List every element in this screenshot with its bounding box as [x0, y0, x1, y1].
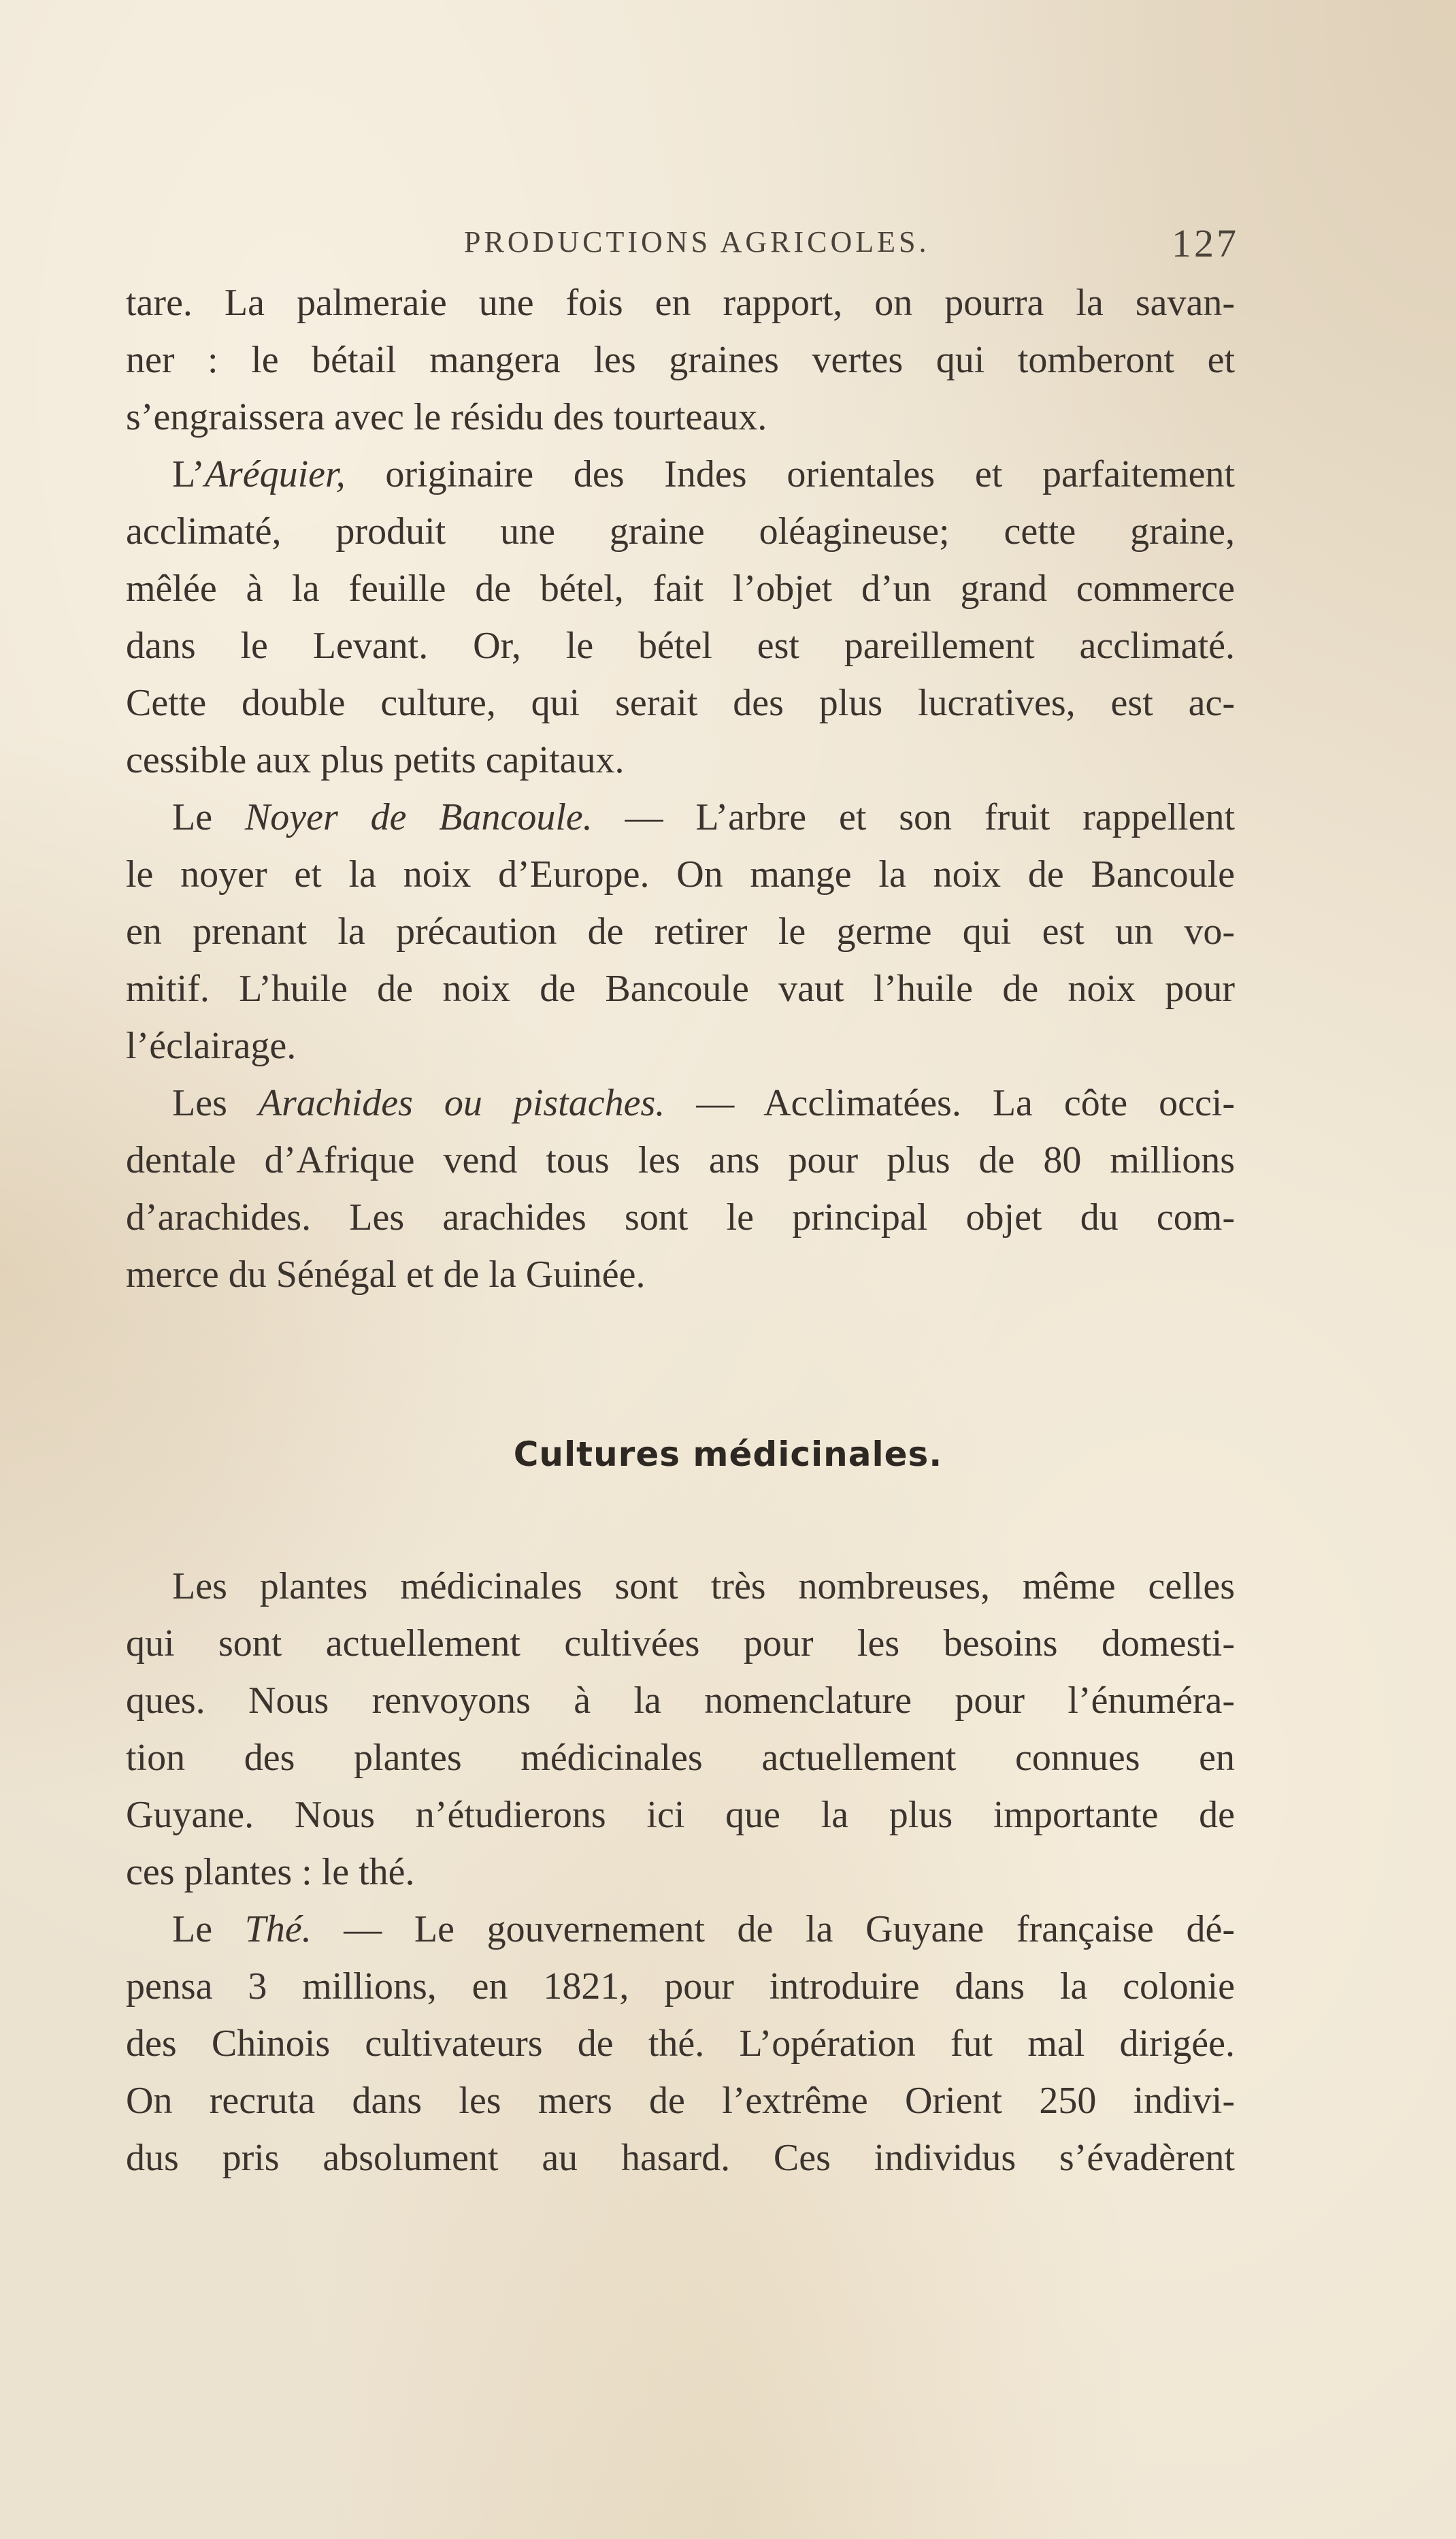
line-lead: Les — [172, 1082, 259, 1124]
line-rest: — Acclimatées. La côte occi- — [665, 1082, 1235, 1124]
italic-term: Arachides ou pistaches. — [258, 1082, 665, 1124]
text-line: ques. Nous renvoyons à la nomenclature pour l’énuméra- — [126, 1680, 1235, 1722]
text-line: le noyer et la noix d’Europe. On mange la noix de Bancoule — [126, 853, 1235, 896]
text-line: tare. La palmeraie une fois en rapport, on pourra la savan- — [126, 282, 1235, 324]
text-line: mitif. L’huile de noix de Bancoule vaut l’huile de noix pour — [126, 968, 1235, 1010]
italic-term: Noyer de Bancoule. — [244, 796, 593, 838]
text-line: l’éclairage. — [126, 1025, 297, 1067]
text-line: ner : le bétail mangera les graines vertes qui tomberont et — [126, 339, 1235, 381]
text-line: On recruta dans les mers de l’extrême Orient 250 indivi- — [126, 2080, 1235, 2122]
line-rest: originaire des Indes orientales et parfaitement — [345, 453, 1235, 495]
text-line: merce du Sénégal et de la Guinée. — [126, 1254, 646, 1296]
text-line: cessible aux plus petits capitaux. — [126, 739, 625, 781]
text-line: dans le Levant. Or, le bétel est pareillement acclimaté. — [126, 625, 1235, 667]
section-heading: Cultures médicinales. — [513, 1435, 943, 1474]
text-line: Les plantes médicinales sont très nombreuses, même celles — [172, 1565, 1235, 1607]
text-line: pensa 3 millions, en 1821, pour introduire dans la colonie — [126, 1965, 1235, 2008]
line-lead: L’ — [172, 453, 205, 495]
text-line: acclimaté, produit une graine oléagineuse; cette graine, — [126, 510, 1235, 553]
italic-term: Aréquier, — [204, 453, 346, 495]
text-line: mêlée à la feuille de bétel, fait l’objet d’un grand commerce — [126, 568, 1235, 610]
line-rest: — Le gouvernement de la Guyane française dé- — [311, 1908, 1236, 1950]
body-text-top — [126, 274, 1235, 1303]
italic-term: Thé. — [244, 1908, 312, 1950]
text-line — [126, 1075, 1235, 1132]
line-rest: — L’arbre et son fruit rappellent — [592, 796, 1236, 838]
text-line: dentale d’Afrique vend tous les ans pour plus de 80 millions — [126, 1139, 1235, 1181]
line-lead: Le — [172, 1908, 245, 1950]
page-number: 127 — [1172, 221, 1239, 265]
text-line: Cette double culture, qui serait des plus lucratives, est ac- — [126, 682, 1235, 724]
text-line: Guyane. Nous n’étudierons ici que la plus importante de — [126, 1794, 1235, 1836]
text-line: ces plantes : le thé. — [126, 1851, 415, 1893]
text-line: s’engraissera avec le résidu des tourteaux. — [126, 396, 767, 438]
text-line: des Chinois cultivateurs de thé. L’opération fut mal dirigée. — [126, 2022, 1235, 2065]
body-text-bottom — [126, 1558, 1235, 2186]
text-line: qui sont actuellement cultivées pour les besoins domesti- — [126, 1622, 1235, 1665]
text-line: en prenant la précaution de retirer le germe qui est un vo- — [126, 911, 1235, 953]
running-title: PRODUCTIONS AGRICOLES. — [464, 225, 930, 259]
text-line: dus pris absolument au hasard. Ces individus s’évadèrent — [126, 2137, 1235, 2179]
text-line — [126, 1901, 1235, 1958]
text-line: d’arachides. Les arachides sont le principal objet du com- — [126, 1196, 1235, 1239]
line-lead: Le — [172, 796, 245, 838]
running-head — [0, 221, 1456, 272]
text-line — [126, 789, 1235, 846]
text-line — [126, 446, 1235, 503]
text-line: tion des plantes médicinales actuellement connues en — [126, 1737, 1235, 1779]
